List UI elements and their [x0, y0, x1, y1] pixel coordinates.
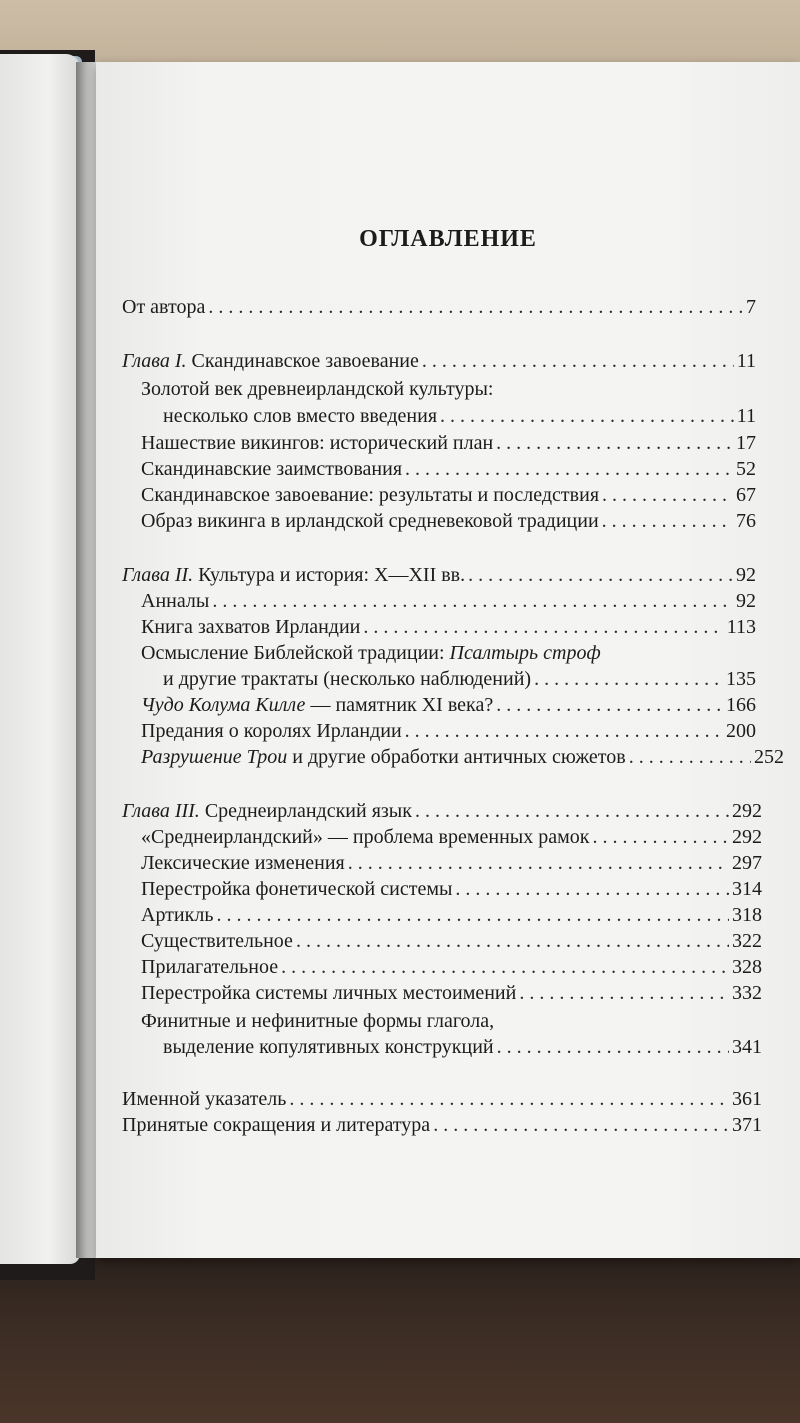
toc-entry-title: Скандинавские заимствования — [141, 458, 403, 480]
toc-entry-title: Перестройка фонетической системы — [141, 878, 453, 900]
toc-leader-dots — [281, 954, 729, 980]
toc-chapter — [122, 562, 756, 588]
toc-entry-title: Принятые сокращения и литература — [122, 1114, 431, 1136]
toc-leader-dots — [405, 718, 723, 744]
toc-entry-title: Книга захватов Ирландии — [141, 616, 361, 638]
toc-leader-dots — [348, 850, 729, 876]
toc-entry-title: Прилагательное — [141, 956, 279, 978]
toc-entry — [122, 1112, 762, 1138]
toc-entry-title: Перестройка системы личных местоимений — [141, 982, 517, 1004]
toc-entry — [141, 876, 762, 902]
toc-entry-page: 322 — [732, 930, 762, 952]
toc-entry-title: Среднеирландский язык — [199, 800, 412, 822]
toc-entry-title: Скандинавское завоевание — [186, 350, 419, 372]
toc-leader-dots — [455, 876, 729, 902]
toc-entry — [141, 588, 756, 614]
toc-leader-dots — [602, 508, 733, 534]
toc-leader-dots — [592, 824, 729, 850]
toc-entry-page: 361 — [732, 1088, 762, 1110]
book-title: Псалтырь строф — [449, 642, 601, 664]
toc-entry-page: 67 — [736, 484, 756, 506]
toc-entry — [163, 666, 756, 692]
toc-entry-title: «Среднеирландский» — проблема временных рамок — [141, 826, 590, 848]
toc-entry — [141, 456, 756, 482]
toc-entry-page: 318 — [732, 904, 762, 926]
book-title: Разрушение Трои — [141, 746, 288, 768]
toc-entry-page: 292 — [732, 826, 762, 848]
toc-chapter — [122, 798, 762, 824]
toc-entry — [141, 954, 762, 980]
toc-entry — [141, 692, 756, 718]
toc-entry — [122, 1086, 762, 1112]
chapter-label: Глава I. — [122, 350, 187, 372]
toc-chapter — [122, 348, 756, 374]
toc-leader-dots — [468, 562, 733, 588]
toc-entry-title: Культура и история: X—XII вв. — [193, 564, 466, 586]
toc-entry-title: Лексические изменения — [141, 852, 345, 874]
toc-leader-dots — [208, 294, 743, 320]
toc-leader-dots — [496, 692, 723, 718]
toc-entry-page: 11 — [736, 350, 756, 372]
toc-entry — [141, 980, 762, 1006]
toc-leader-dots — [216, 902, 729, 928]
toc-entry-title: выделение копулятивных конструкций — [163, 1036, 494, 1058]
book-title: Чудо Колума Килле — [141, 694, 306, 716]
toc-leader-dots — [534, 666, 723, 692]
toc-entry-line: Золотой век древнеирландской культуры: — [141, 378, 494, 400]
toc-entry — [163, 403, 756, 429]
toc-leader-dots — [497, 1034, 729, 1060]
page-title: ОГЛАВЛЕНИЕ — [359, 226, 537, 252]
toc-leader-dots — [415, 798, 729, 824]
toc-leader-dots — [496, 430, 733, 456]
toc-entry-page: 341 — [732, 1036, 762, 1058]
toc-entry-page: 52 — [736, 458, 756, 480]
toc-entry-page: 332 — [732, 982, 762, 1004]
toc-entry-page: 314 — [732, 878, 762, 900]
toc-entry — [141, 482, 756, 508]
toc-entry — [122, 294, 756, 320]
toc-entry-title: и другие обработки античных сюжетов — [287, 746, 626, 768]
toc-leader-dots — [629, 744, 751, 770]
toc-entry-page: 17 — [736, 432, 756, 454]
toc-leader-dots — [296, 928, 729, 954]
toc-leader-dots — [363, 614, 723, 640]
toc-leader-dots — [289, 1086, 729, 1112]
toc-entry — [141, 744, 784, 770]
toc-entry-title: Нашествие викингов: исторический план — [141, 432, 494, 454]
toc-leader-dots — [433, 1112, 729, 1138]
toc-entry-title: Скандинавское завоевание: результаты и последствия — [141, 484, 600, 506]
toc-entry-line: Финитные и нефинитные формы глагола, — [141, 1010, 495, 1032]
toc-leader-dots — [212, 588, 733, 614]
chapter-label: Глава III. — [122, 800, 200, 822]
toc-entry-title: Существительное — [141, 930, 293, 952]
toc-entry-page: 292 — [732, 800, 762, 822]
toc-entry-page: 135 — [726, 668, 756, 690]
toc-leader-dots — [405, 456, 733, 482]
toc-entry-page: 11 — [736, 405, 756, 427]
toc-entry — [141, 430, 756, 456]
toc-leader-dots — [519, 980, 729, 1006]
toc-entry — [141, 508, 756, 534]
toc-entry-page: 200 — [726, 720, 756, 742]
toc-entry-page: 92 — [736, 590, 756, 612]
toc-entry-page: 7 — [746, 296, 756, 318]
toc-entry — [141, 824, 762, 850]
toc-entry-title: Образ викинга в ирландской средневековой традиции — [141, 510, 599, 532]
toc-entry — [141, 614, 756, 640]
toc-entry-page: 371 — [732, 1114, 762, 1136]
toc-entry — [163, 1034, 762, 1060]
toc-entry — [141, 902, 762, 928]
toc-entry-page: 113 — [726, 616, 756, 638]
toc-entry-title: несколько слов вместо введения — [163, 405, 438, 427]
toc-entry-title: — памятник XI века? — [305, 694, 494, 716]
toc-leader-dots — [602, 482, 733, 508]
toc-entry-page: 328 — [732, 956, 762, 978]
toc-leader-dots — [440, 403, 734, 429]
toc-entry-title: Именной указатель — [122, 1088, 287, 1110]
toc-entry — [141, 850, 762, 876]
toc-entry-page: 166 — [726, 694, 756, 716]
toc-entry — [141, 928, 762, 954]
toc-entry-page: 76 — [736, 510, 756, 532]
toc-entry-title: Артикль — [141, 904, 214, 926]
toc-entry-title: Анналы — [141, 590, 210, 612]
toc-entry-page: 92 — [736, 564, 756, 586]
toc-leader-dots — [422, 348, 734, 374]
chapter-label: Глава II. — [122, 564, 194, 586]
toc-entry-title: От автора — [122, 296, 206, 318]
toc-entry — [141, 718, 756, 744]
toc-entry-title: Предания о королях Ирландии — [141, 720, 402, 742]
toc-entry-title: и другие трактаты (несколько наблюдений) — [163, 668, 532, 690]
toc-entry-line: Осмысление Библейской традиции: Псалтырь строф — [141, 642, 601, 664]
toc-entry-page: 297 — [732, 852, 762, 874]
toc-entry-page: 252 — [754, 746, 784, 768]
